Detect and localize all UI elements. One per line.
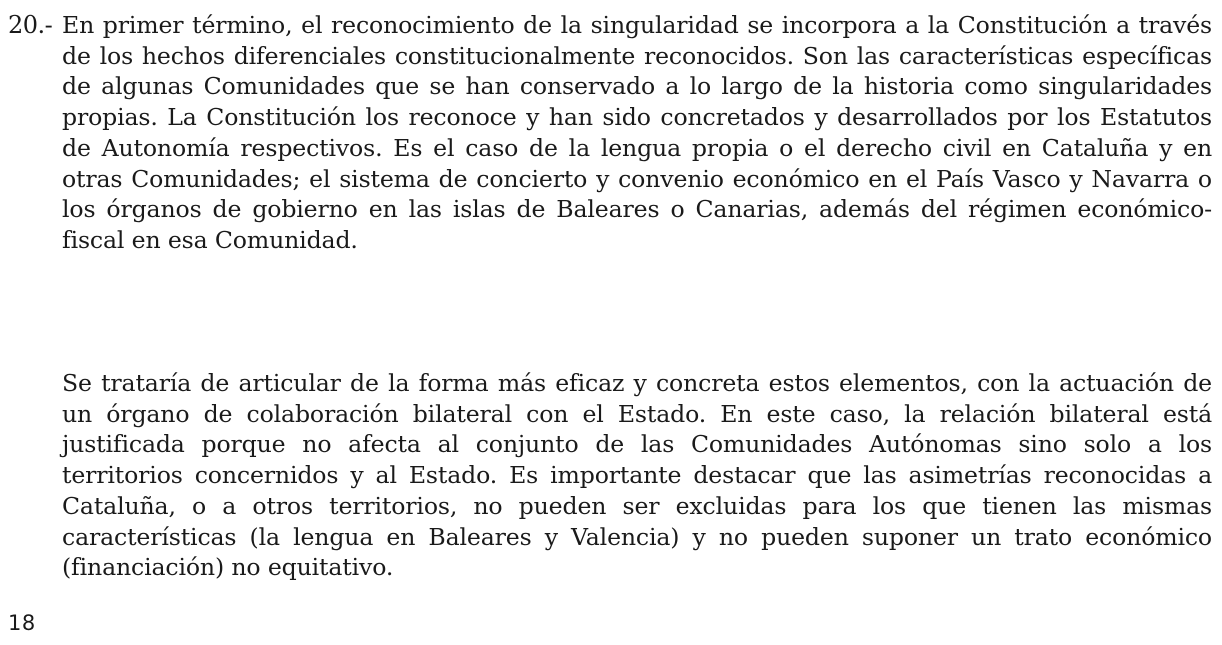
page-number: 18 (8, 611, 36, 635)
paragraph-2: Se trataría de articular de la forma más eficaz y concreta estos elementos, con la actuación de un órgano de colaboración bilateral con el Estado. En este caso, la relación bilateral está justificada porque no afecta al conjunto de las Comunidades Autónomas sino solo a los territorios concernidos y al Estado. Es importante destacar que las asimetrías reconocidas a Cataluña, o a otros territorios, no pueden ser excluidas para los que tienen las mismas características (la lengua en Baleares y Valencia) y no pueden suponer un trato económico (financiación) no equitativo. (62, 369, 1212, 582)
paragraph-1: En primer término, el reconocimiento de la singularidad se incorpora a la Constitución a través de los hechos diferenciales constitucionalmente reconocidos. Son las características específicas de algunas Comunidades que se han conservado a lo largo de la historia como singularidades propias. La Constitución los reconoce y han sido concretados y desarrollados por los Estatutos de Autonomía respectivos. Es el caso de la lengua propia o el derecho civil en Cataluña y en otras Comunidades; el sistema de concierto y convenio económico en el País Vasco y Navarra o los órganos de gobierno en las islas de Baleares o Canarias, además del régimen económico-fiscal en esa Comunidad. (62, 11, 1212, 254)
paragraph-number: 20.- (8, 11, 53, 39)
